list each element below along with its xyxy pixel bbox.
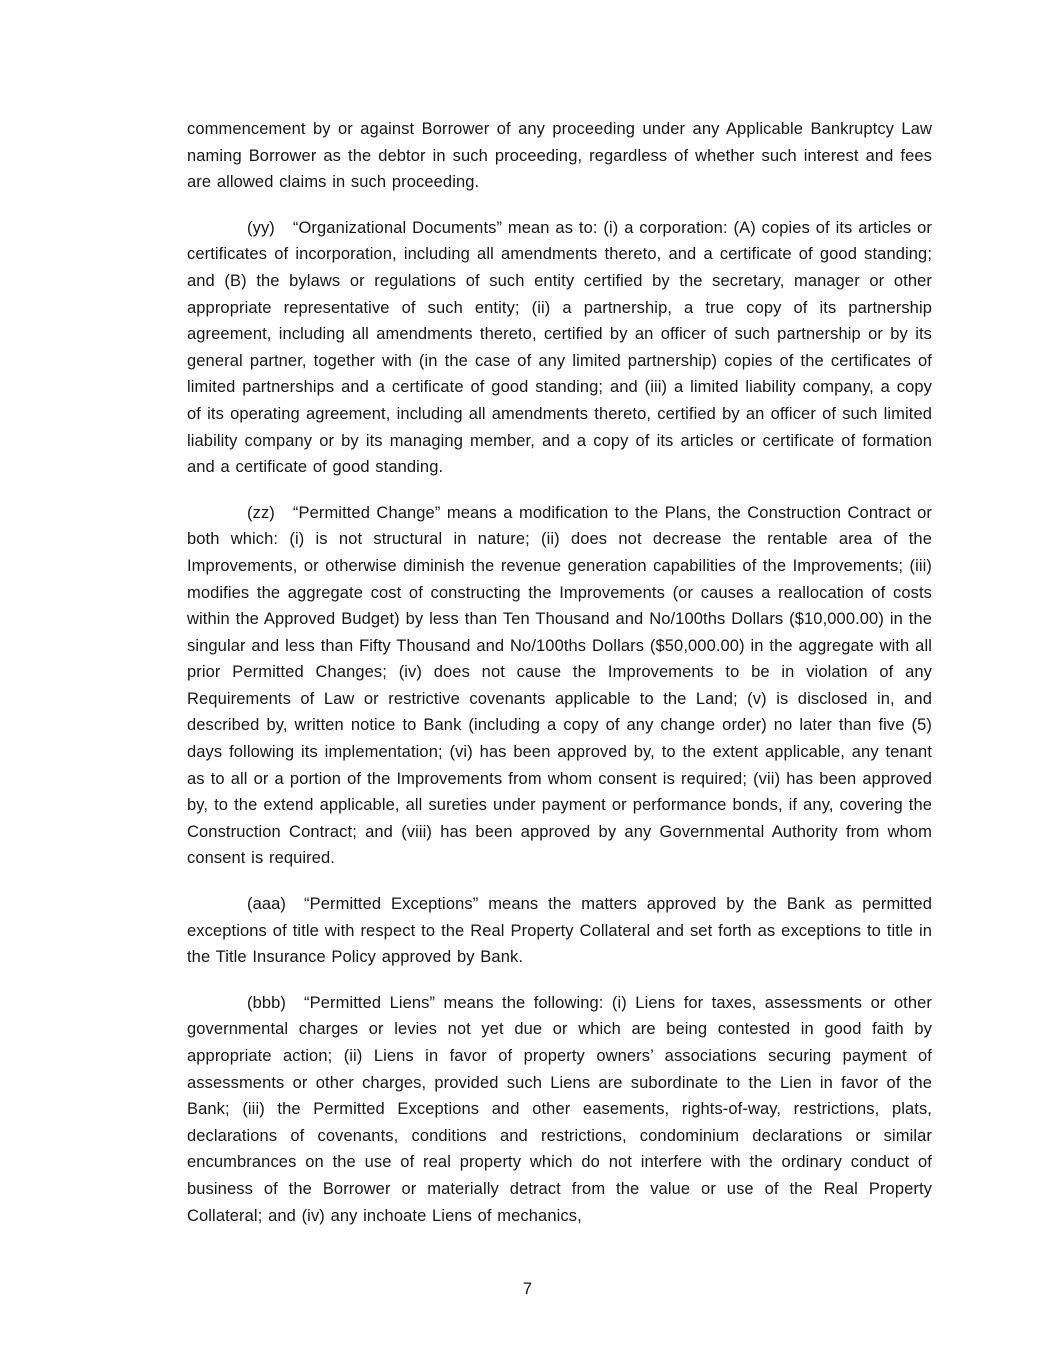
document-text-block [187, 116, 932, 1248]
paragraph-aaa-permitted-exceptions [187, 891, 932, 971]
paragraph-label: (aaa) [247, 895, 287, 914]
paragraph-text: “Permitted Exceptions” means the matters approved by the Bank as permitted exceptions of title with respect to the Real Property Collateral and set forth as exceptions to title in the Title Insurance Policy approved by Bank. [187, 895, 932, 967]
paragraph-label: (zz) [247, 503, 275, 522]
paragraph-text: commencement by or against Borrower of any proceeding under any Applicable Bankruptcy Law naming Borrower as the debtor in such proceeding, regardless of whether such interest and fees are allowed claims in such proceeding. [187, 120, 932, 192]
paragraph-bbb-permitted-liens [187, 990, 932, 1229]
paragraph-text: “Permitted Change” means a modification to the Plans, the Construction Contract or both which: (i) is not structural in nature; (ii) does not decrease the rentable area of the Improvements, or otherwise diminish the revenue generation capabilities of the Improvements; (iii) modifies the aggregate cost of constructing the Improvements (or causes a reallocation of costs within the Approved Budget) by less than Ten Thousand and No/100ths Dollars ($10,000.00) in the singular and less than Fifty Thousand and No/100ths Dollars ($50,000.00) in the aggregate with all prior Permitted Changes; (iv) does not cause the Improvements to be in violation of any Requirements of Law or restrictive covenants applicable to the Land; (v) is disclosed in, and described by, written notice to Bank (including a copy of any change order) no later than five (5) days following its implementation; (vi) has been approved by, to the extent applicable, any tenant as to all or a portion of the Improvements from whom consent is required; (vii) has been approved by, to the extend applicable, all sureties under payment or performance bonds, if any, covering the Construction Contract; and (viii) has been approved by any Governmental Authority from whom consent is required. [187, 503, 932, 868]
paragraph-label: (yy) [247, 218, 275, 237]
paragraph-text: “Permitted Liens” means the following: (i) Liens for taxes, assessments or other governmental charges or levies not yet due or which are being contested in good faith by appropriate action; (ii) Liens in favor of property owners’ associations securing payment of assessments or other charges, provided such Liens are subordinate to the Lien in favor of the Bank; (iii) the Permitted Exceptions and other easements, rights-of-way, restrictions, plats, declarations of covenants, conditions and restrictions, condominium declarations or similar encumbrances on the use of real property which do not interfere with the ordinary conduct of business of the Borrower or materially detract from the value or use of the Real Property Collateral; and (iv) any inchoate Liens of mechanics, [187, 993, 932, 1225]
paragraph-text: “Organizational Documents” mean as to: (i) a corporation: (A) copies of its articles or certificates of incorporation, including all amendments thereto, and a certificate of good standing; and (B) the bylaws or regulations of such entity certified by the secretary, manager or other appropriate representative of such entity; (ii) a partnership, a true copy of its partnership agreement, including all amendments thereto, certified by an officer of such partnership or by its general partner, together with (in the case of any limited partnership) copies of the certificates of limited partnerships and a certificate of good standing; and (iii) a limited liability company, a copy of its operating agreement, including all amendments thereto, certified by an officer of such limited liability company or by its managing member, and a copy of its articles or certificate of formation and a certificate of good standing. [187, 218, 932, 477]
paragraph-zz-permitted-change [187, 500, 932, 872]
paragraph-yy-organizational-documents [187, 215, 932, 481]
page-number: 7 [522, 1280, 533, 1298]
paragraph-label: (bbb) [247, 993, 287, 1012]
paragraph-continuation [187, 116, 932, 196]
